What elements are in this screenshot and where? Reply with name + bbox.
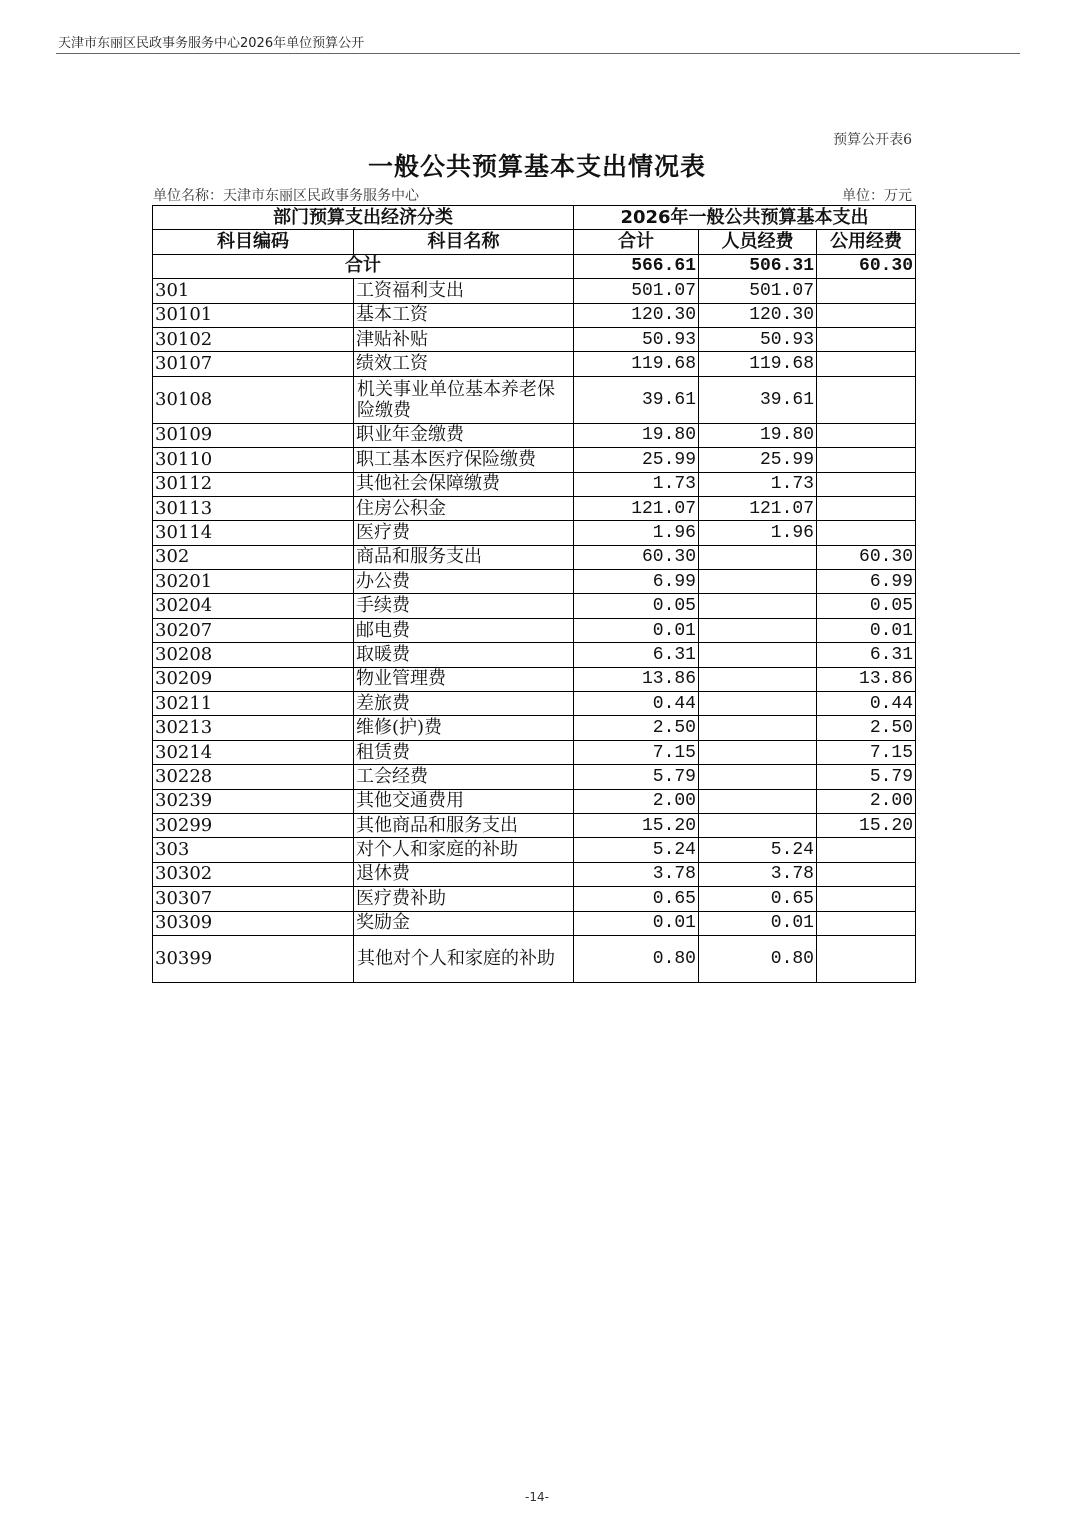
table-row <box>153 327 916 351</box>
row-public <box>817 352 916 376</box>
row-total: 0.01 <box>574 911 699 935</box>
row-personnel: 39.61 <box>699 376 817 423</box>
table-row <box>153 423 916 447</box>
row-personnel: 3.78 <box>699 862 817 886</box>
row-name: 住房公积金 <box>354 496 574 520</box>
row-name: 职工基本医疗保险缴费 <box>354 448 574 472</box>
table-row <box>153 692 916 716</box>
row-total: 2.00 <box>574 789 699 813</box>
row-code: 30209 <box>153 667 354 691</box>
total-label: 合计 <box>153 254 574 278</box>
unit-name: 单位名称：天津市东丽区民政事务服务中心 <box>153 188 419 204</box>
row-public <box>817 862 916 886</box>
row-total: 6.31 <box>574 643 699 667</box>
row-code: 30108 <box>153 376 354 423</box>
row-name: 医疗费补助 <box>354 887 574 911</box>
row-total: 2.50 <box>574 716 699 740</box>
row-personnel: 50.93 <box>699 327 817 351</box>
row-code: 30211 <box>153 692 354 716</box>
header-total: 合计 <box>574 230 699 254</box>
row-code: 302 <box>153 545 354 569</box>
row-personnel: 5.24 <box>699 838 817 862</box>
total-public: 60.30 <box>817 254 916 278</box>
row-public: 0.44 <box>817 692 916 716</box>
row-code: 30208 <box>153 643 354 667</box>
row-total: 19.80 <box>574 423 699 447</box>
row-public <box>817 887 916 911</box>
row-name: 医疗费 <box>354 521 574 545</box>
row-personnel: 1.96 <box>699 521 817 545</box>
row-name: 维修(护)费 <box>354 716 574 740</box>
row-total: 501.07 <box>574 279 699 303</box>
table-row <box>153 279 916 303</box>
row-name: 奖励金 <box>354 911 574 935</box>
row-public <box>817 279 916 303</box>
row-total: 3.78 <box>574 862 699 886</box>
budget-table <box>152 205 916 983</box>
row-code: 30110 <box>153 448 354 472</box>
row-public: 0.05 <box>817 594 916 618</box>
table-row <box>153 594 916 618</box>
total-personnel: 506.31 <box>699 254 817 278</box>
row-name: 商品和服务支出 <box>354 545 574 569</box>
row-code: 30109 <box>153 423 354 447</box>
row-total: 6.99 <box>574 570 699 594</box>
table-row <box>153 472 916 496</box>
row-code: 30107 <box>153 352 354 376</box>
row-name: 其他社会保障缴费 <box>354 472 574 496</box>
row-total: 1.73 <box>574 472 699 496</box>
row-code: 30113 <box>153 496 354 520</box>
row-total: 0.80 <box>574 935 699 982</box>
row-total: 13.86 <box>574 667 699 691</box>
row-personnel <box>699 594 817 618</box>
row-personnel <box>699 618 817 642</box>
row-code: 30213 <box>153 716 354 740</box>
header-basic-expenditure: 2026年一般公共预算基本支出 <box>574 206 916 230</box>
table-row <box>153 838 916 862</box>
row-public: 15.20 <box>817 813 916 837</box>
row-name: 邮电费 <box>354 618 574 642</box>
row-name: 其他商品和服务支出 <box>354 813 574 837</box>
row-total: 121.07 <box>574 496 699 520</box>
row-personnel <box>699 570 817 594</box>
row-code: 301 <box>153 279 354 303</box>
row-code: 30102 <box>153 327 354 351</box>
row-name: 差旅费 <box>354 692 574 716</box>
row-personnel <box>699 692 817 716</box>
row-total: 25.99 <box>574 448 699 472</box>
row-public: 7.15 <box>817 740 916 764</box>
row-code: 30239 <box>153 789 354 813</box>
row-code: 30204 <box>153 594 354 618</box>
row-public <box>817 376 916 423</box>
row-code: 30214 <box>153 740 354 764</box>
row-name: 基本工资 <box>354 303 574 327</box>
row-public <box>817 496 916 520</box>
row-personnel: 119.68 <box>699 352 817 376</box>
table-row <box>153 911 916 935</box>
row-public: 60.30 <box>817 545 916 569</box>
header-code: 科目编码 <box>153 230 354 254</box>
row-code: 30228 <box>153 765 354 789</box>
row-name: 租赁费 <box>354 740 574 764</box>
row-public <box>817 935 916 982</box>
row-name: 机关事业单位基本养老保险缴费 <box>354 376 574 423</box>
running-header: 天津市东丽区民政事务服务中心2026年单位预算公开 <box>58 36 365 51</box>
table-row <box>153 935 916 982</box>
row-personnel: 19.80 <box>699 423 817 447</box>
row-name: 其他交通费用 <box>354 789 574 813</box>
row-public <box>817 838 916 862</box>
row-public <box>817 521 916 545</box>
row-total: 0.05 <box>574 594 699 618</box>
row-name: 津贴补贴 <box>354 327 574 351</box>
row-personnel <box>699 545 817 569</box>
row-personnel <box>699 716 817 740</box>
row-total: 5.79 <box>574 765 699 789</box>
row-public: 13.86 <box>817 667 916 691</box>
table-row <box>153 448 916 472</box>
row-personnel: 0.80 <box>699 935 817 982</box>
row-total: 120.30 <box>574 303 699 327</box>
table-row <box>153 376 916 423</box>
page-title: 一般公共预算基本支出情况表 <box>367 152 706 181</box>
row-name: 其他对个人和家庭的补助 <box>354 935 574 982</box>
row-code: 30309 <box>153 911 354 935</box>
row-personnel: 501.07 <box>699 279 817 303</box>
row-total: 119.68 <box>574 352 699 376</box>
header-divider <box>56 53 1020 54</box>
row-public <box>817 911 916 935</box>
row-name: 手续费 <box>354 594 574 618</box>
table-row <box>153 570 916 594</box>
table-row <box>153 521 916 545</box>
row-total: 39.61 <box>574 376 699 423</box>
row-code: 30299 <box>153 813 354 837</box>
row-code: 30112 <box>153 472 354 496</box>
row-personnel: 0.01 <box>699 911 817 935</box>
row-personnel: 1.73 <box>699 472 817 496</box>
row-total: 5.24 <box>574 838 699 862</box>
table-row <box>153 765 916 789</box>
row-code: 30302 <box>153 862 354 886</box>
table-row <box>153 789 916 813</box>
row-name: 办公费 <box>354 570 574 594</box>
header-economic-classification: 部门预算支出经济分类 <box>153 206 574 230</box>
row-code: 30101 <box>153 303 354 327</box>
total-row <box>153 254 916 278</box>
row-public <box>817 327 916 351</box>
row-public <box>817 448 916 472</box>
page-number: -14- <box>525 1490 549 1504</box>
row-name: 职业年金缴费 <box>354 423 574 447</box>
header-public: 公用经费 <box>817 230 916 254</box>
table-row <box>153 716 916 740</box>
row-personnel <box>699 813 817 837</box>
table-number: 预算公开表6 <box>833 132 912 148</box>
row-personnel: 120.30 <box>699 303 817 327</box>
row-public: 2.50 <box>817 716 916 740</box>
total-amount: 566.61 <box>574 254 699 278</box>
table-row <box>153 813 916 837</box>
row-personnel <box>699 643 817 667</box>
row-total: 15.20 <box>574 813 699 837</box>
row-public <box>817 423 916 447</box>
table-row <box>153 862 916 886</box>
row-name: 绩效工资 <box>354 352 574 376</box>
currency-unit: 单位：万元 <box>842 188 912 204</box>
row-total: 1.96 <box>574 521 699 545</box>
header-name: 科目名称 <box>354 230 574 254</box>
row-name: 工资福利支出 <box>354 279 574 303</box>
table-row <box>153 740 916 764</box>
row-name: 物业管理费 <box>354 667 574 691</box>
row-total: 60.30 <box>574 545 699 569</box>
row-code: 303 <box>153 838 354 862</box>
row-code: 30307 <box>153 887 354 911</box>
row-public: 5.79 <box>817 765 916 789</box>
row-total: 0.65 <box>574 887 699 911</box>
row-total: 0.44 <box>574 692 699 716</box>
row-total: 0.01 <box>574 618 699 642</box>
row-public: 0.01 <box>817 618 916 642</box>
row-personnel <box>699 667 817 691</box>
row-personnel <box>699 740 817 764</box>
row-total: 7.15 <box>574 740 699 764</box>
row-personnel: 25.99 <box>699 448 817 472</box>
row-personnel <box>699 789 817 813</box>
row-name: 取暖费 <box>354 643 574 667</box>
table-row <box>153 352 916 376</box>
table-row <box>153 303 916 327</box>
table-row <box>153 643 916 667</box>
table-row <box>153 496 916 520</box>
table-row <box>153 618 916 642</box>
header-column-row <box>153 230 916 254</box>
row-personnel: 0.65 <box>699 887 817 911</box>
row-code: 30114 <box>153 521 354 545</box>
row-public: 6.99 <box>817 570 916 594</box>
row-code: 30207 <box>153 618 354 642</box>
row-personnel <box>699 765 817 789</box>
row-public <box>817 472 916 496</box>
row-name: 工会经费 <box>354 765 574 789</box>
row-personnel: 121.07 <box>699 496 817 520</box>
row-name: 退休费 <box>354 862 574 886</box>
row-code: 30201 <box>153 570 354 594</box>
row-public: 2.00 <box>817 789 916 813</box>
row-public <box>817 303 916 327</box>
header-group-row <box>153 206 916 230</box>
table-row <box>153 667 916 691</box>
row-public: 6.31 <box>817 643 916 667</box>
table-row <box>153 545 916 569</box>
table-row <box>153 887 916 911</box>
header-personnel: 人员经费 <box>699 230 817 254</box>
row-name: 对个人和家庭的补助 <box>354 838 574 862</box>
row-code: 30399 <box>153 935 354 982</box>
row-total: 50.93 <box>574 327 699 351</box>
